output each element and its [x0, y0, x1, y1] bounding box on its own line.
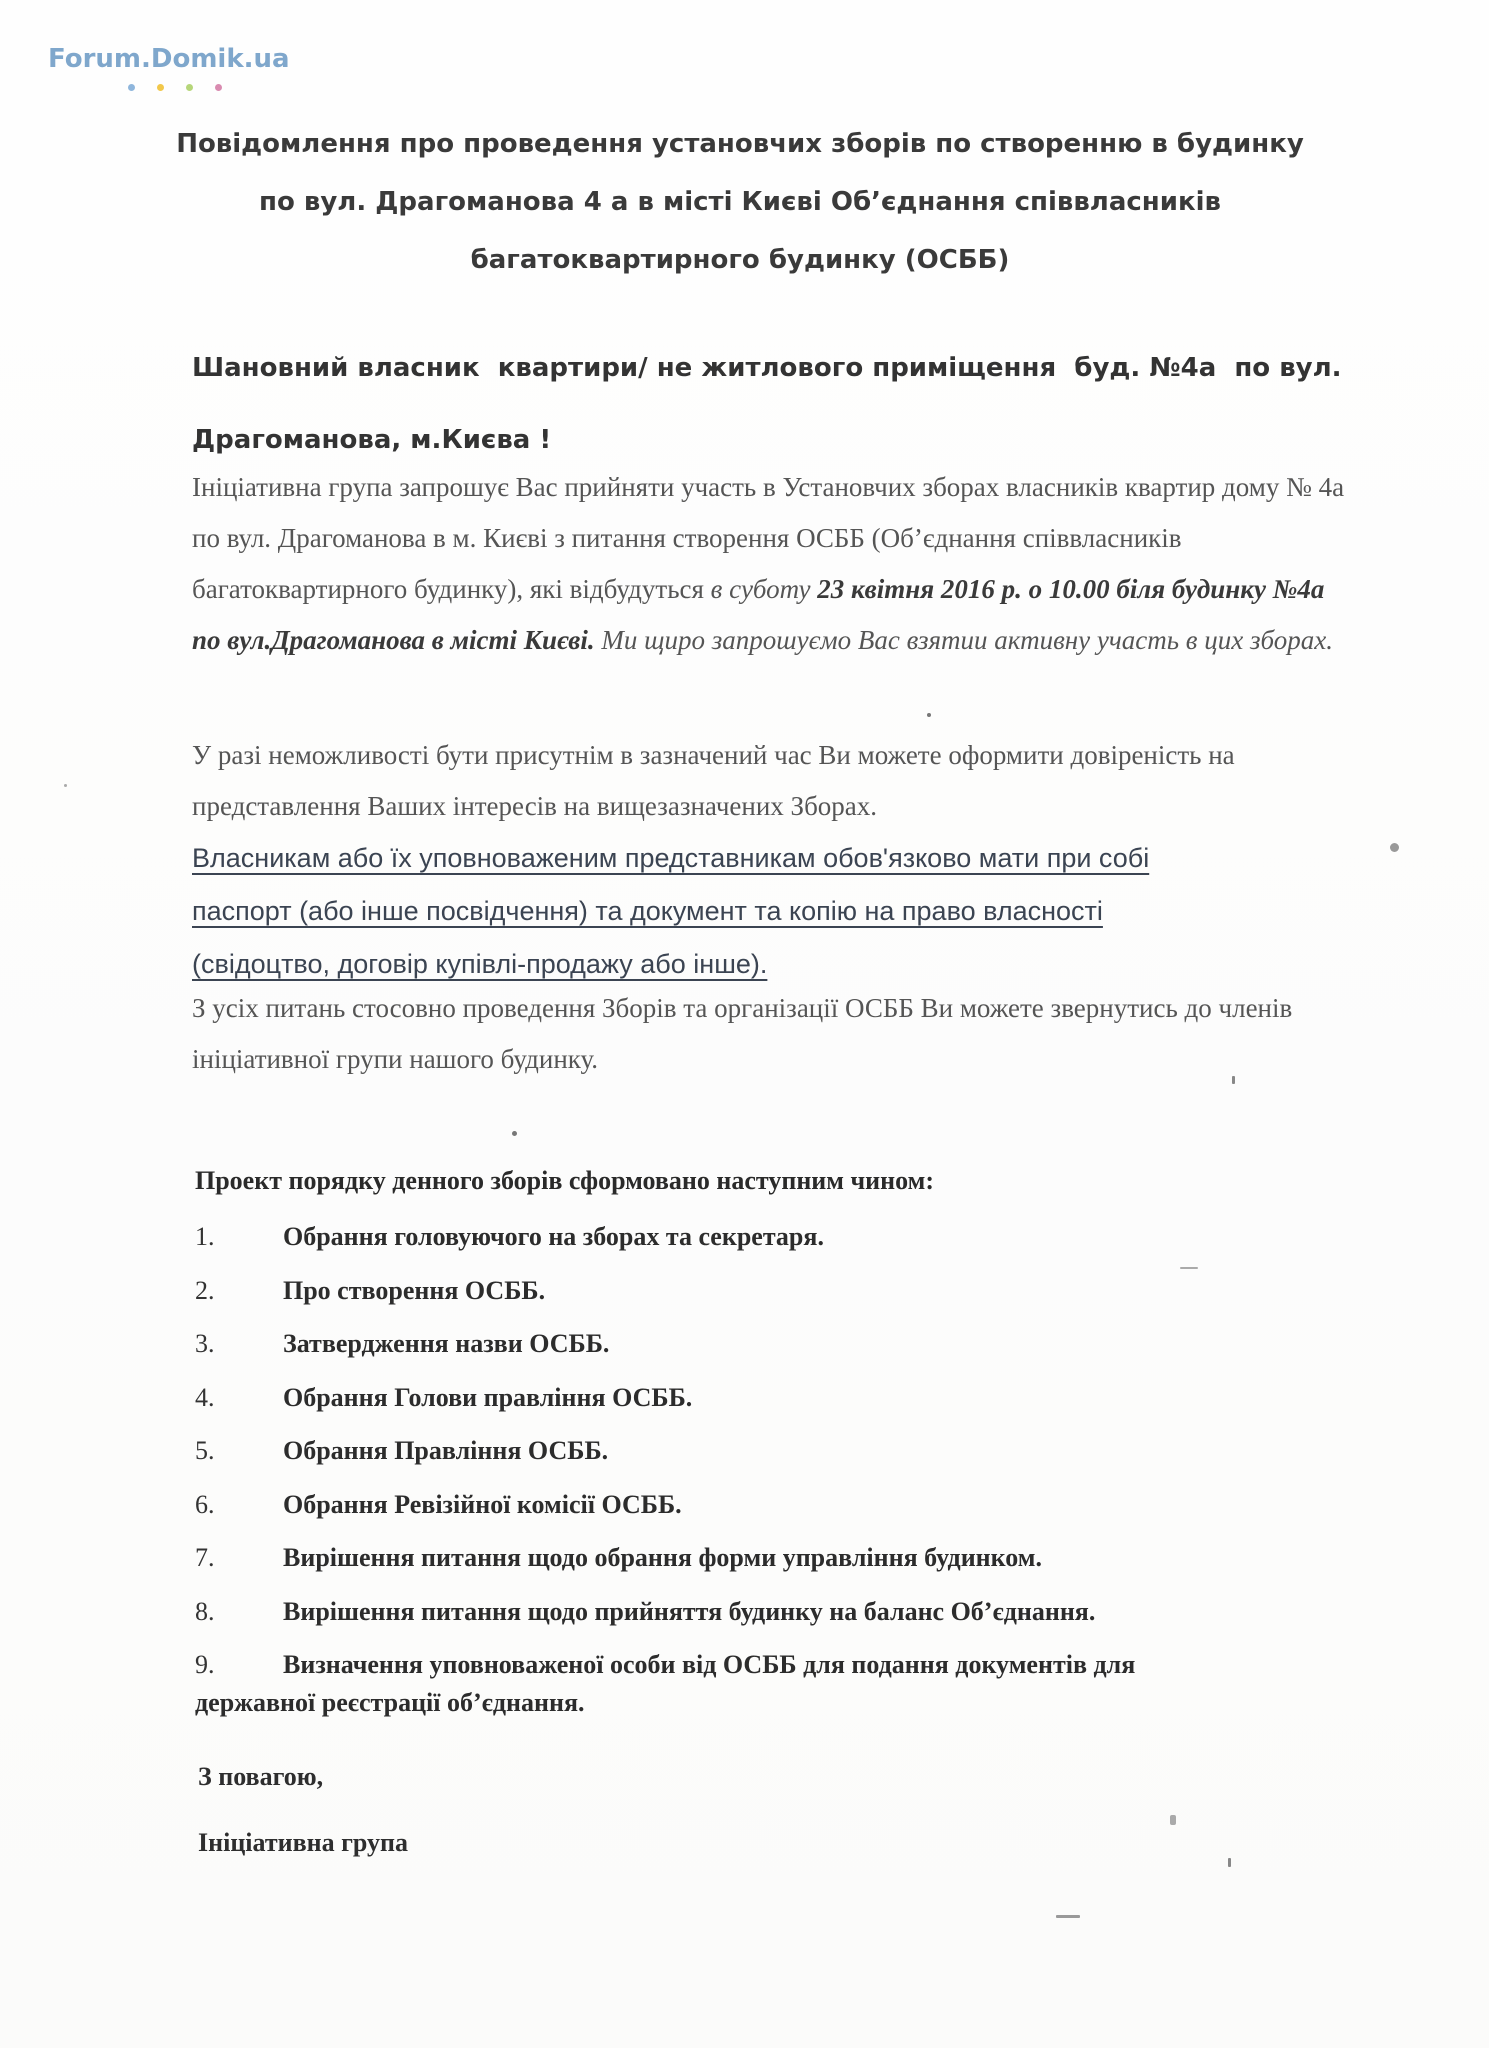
- agenda-item-number: 2.: [195, 1275, 215, 1305]
- agenda-item-text: Обрання Голови правління ОСББ.: [283, 1382, 693, 1412]
- documents-notice-line-1: Власникам або їх уповноваженим представникам обов'язково мати при собі: [192, 843, 1150, 873]
- agenda-item-text: Вирішення питання щодо прийняття будинку на баланс Об’єднання.: [283, 1596, 1096, 1626]
- invitation-paragraph: [192, 462, 1352, 666]
- closing-regards: З повагою,: [198, 1762, 324, 1791]
- watermark-dot: [157, 84, 164, 91]
- meeting-date-place: 23 квітня 2016 р. о 10.00 біля будинку №4а по вул.Драгоманова в місті Києві.: [192, 574, 1325, 655]
- watermark-dots: [128, 78, 240, 96]
- agenda-item-text: Про створення ОСББ.: [283, 1275, 546, 1305]
- agenda-item: [195, 1383, 1335, 1437]
- agenda-item-number: 6.: [195, 1489, 215, 1519]
- scan-speck: [512, 1131, 517, 1136]
- salutation: [192, 332, 1342, 476]
- document-title: [150, 115, 1330, 289]
- watermark-dot: [186, 84, 193, 91]
- watermark-dot: [128, 84, 135, 91]
- proxy-paragraph: У разі неможливості бути присутнім в зазначений час Ви можете оформити довіреність на представлення Ваших інтересів на вищезазначених Зборах.: [192, 740, 1235, 821]
- salutation-line-1: Шановний власник квартири/ не житлового приміщення буд. №4а по вул.: [192, 353, 1342, 383]
- agenda-item-number: 3.: [195, 1329, 215, 1358]
- invitation-day: в суботу: [710, 574, 818, 604]
- scan-speck: [64, 784, 67, 787]
- agenda-item: [195, 1222, 1335, 1276]
- agenda-item-number: 8.: [195, 1596, 215, 1626]
- agenda-item: [195, 1543, 1335, 1597]
- title-line-1: Повідомлення про проведення установчих зборів по створенню в будинку: [176, 129, 1304, 159]
- documents-notice-line-2: паспорт (або інше посвідчення) та документ та копію на право власності: [192, 896, 1103, 926]
- title-line-2: по вул. Драгоманова 4 а в місті Києві Об’єднання співвласників: [259, 187, 1221, 217]
- agenda-item: [195, 1329, 1335, 1383]
- agenda-item-number: 1.: [195, 1222, 215, 1251]
- scan-speck: [1180, 1267, 1198, 1269]
- agenda-item-number: 4.: [195, 1382, 215, 1412]
- agenda-item: [195, 1276, 1335, 1330]
- agenda-item-text: Обрання Правління ОСББ.: [283, 1436, 609, 1465]
- agenda-item: [195, 1436, 1335, 1490]
- agenda-item-text: Обрання головуючого на зборах та секретаря.: [283, 1222, 824, 1251]
- scan-speck: [1056, 1915, 1080, 1918]
- agenda-heading: Проект порядку денного зборів сформовано наступним чином:: [195, 1166, 934, 1195]
- closing-signature: Ініціативна група: [198, 1828, 409, 1857]
- agenda-item-text: Вирішення питання щодо обрання форми управління будинком.: [283, 1543, 1043, 1572]
- agenda-item-number: 5.: [195, 1436, 215, 1465]
- scan-speck: [927, 713, 931, 717]
- salutation-line-2: Драгоманова, м.Києва !: [192, 425, 552, 455]
- closing-block: [198, 1744, 408, 1876]
- agenda-item: [195, 1490, 1335, 1544]
- agenda-item: [195, 1650, 1335, 1746]
- scan-speck: [1390, 843, 1399, 852]
- agenda-item-continuation: державної реєстрації об’єднання.: [195, 1688, 585, 1717]
- scan-speck: [1170, 1815, 1176, 1825]
- agenda-item-number: 9.: [195, 1650, 215, 1679]
- agenda-list: [195, 1222, 1335, 1746]
- title-line-3: багатоквартирного будинку (ОСББ): [470, 245, 1010, 275]
- invitation-closing: Ми щиро запрошуємо Вас взятии активну участь в цих зборах.: [594, 625, 1333, 655]
- agenda-item-number: 7.: [195, 1543, 215, 1572]
- scan-speck: [1232, 1076, 1235, 1084]
- agenda-item: [195, 1597, 1335, 1651]
- watermark-dot: [215, 84, 222, 91]
- documents-notice-line-3: (свідоцтво, договір купівлі-продажу або інше).: [192, 949, 768, 979]
- agenda-item-text: Затвердження назви ОСББ.: [283, 1329, 610, 1358]
- contact-paragraph: З усіх питань стосовно проведення Зборів та організації ОСББ Ви можете звернутись до членів ініціативної групи нашого будинку.: [192, 993, 1293, 1074]
- scan-speck: [1228, 1858, 1231, 1867]
- documents-notice: [192, 832, 1312, 991]
- invitation-text: Ініціативна група запрошує Вас прийняти участь в Установчих зборах власників квартир дому № 4а по вул. Драгоманова в м. Києві з питання створення ОСББ (Об’єднання співвласників багатоквартирного будинку), які відбудуться: [192, 472, 1345, 604]
- agenda-item-text: Обрання Ревізійної комісії ОСББ.: [283, 1489, 682, 1519]
- forum-domik-watermark-logo: Forum.Domik.ua: [48, 44, 290, 74]
- agenda-item-text: Визначення уповноваженої особи від ОСББ для подання документів для: [283, 1650, 1136, 1679]
